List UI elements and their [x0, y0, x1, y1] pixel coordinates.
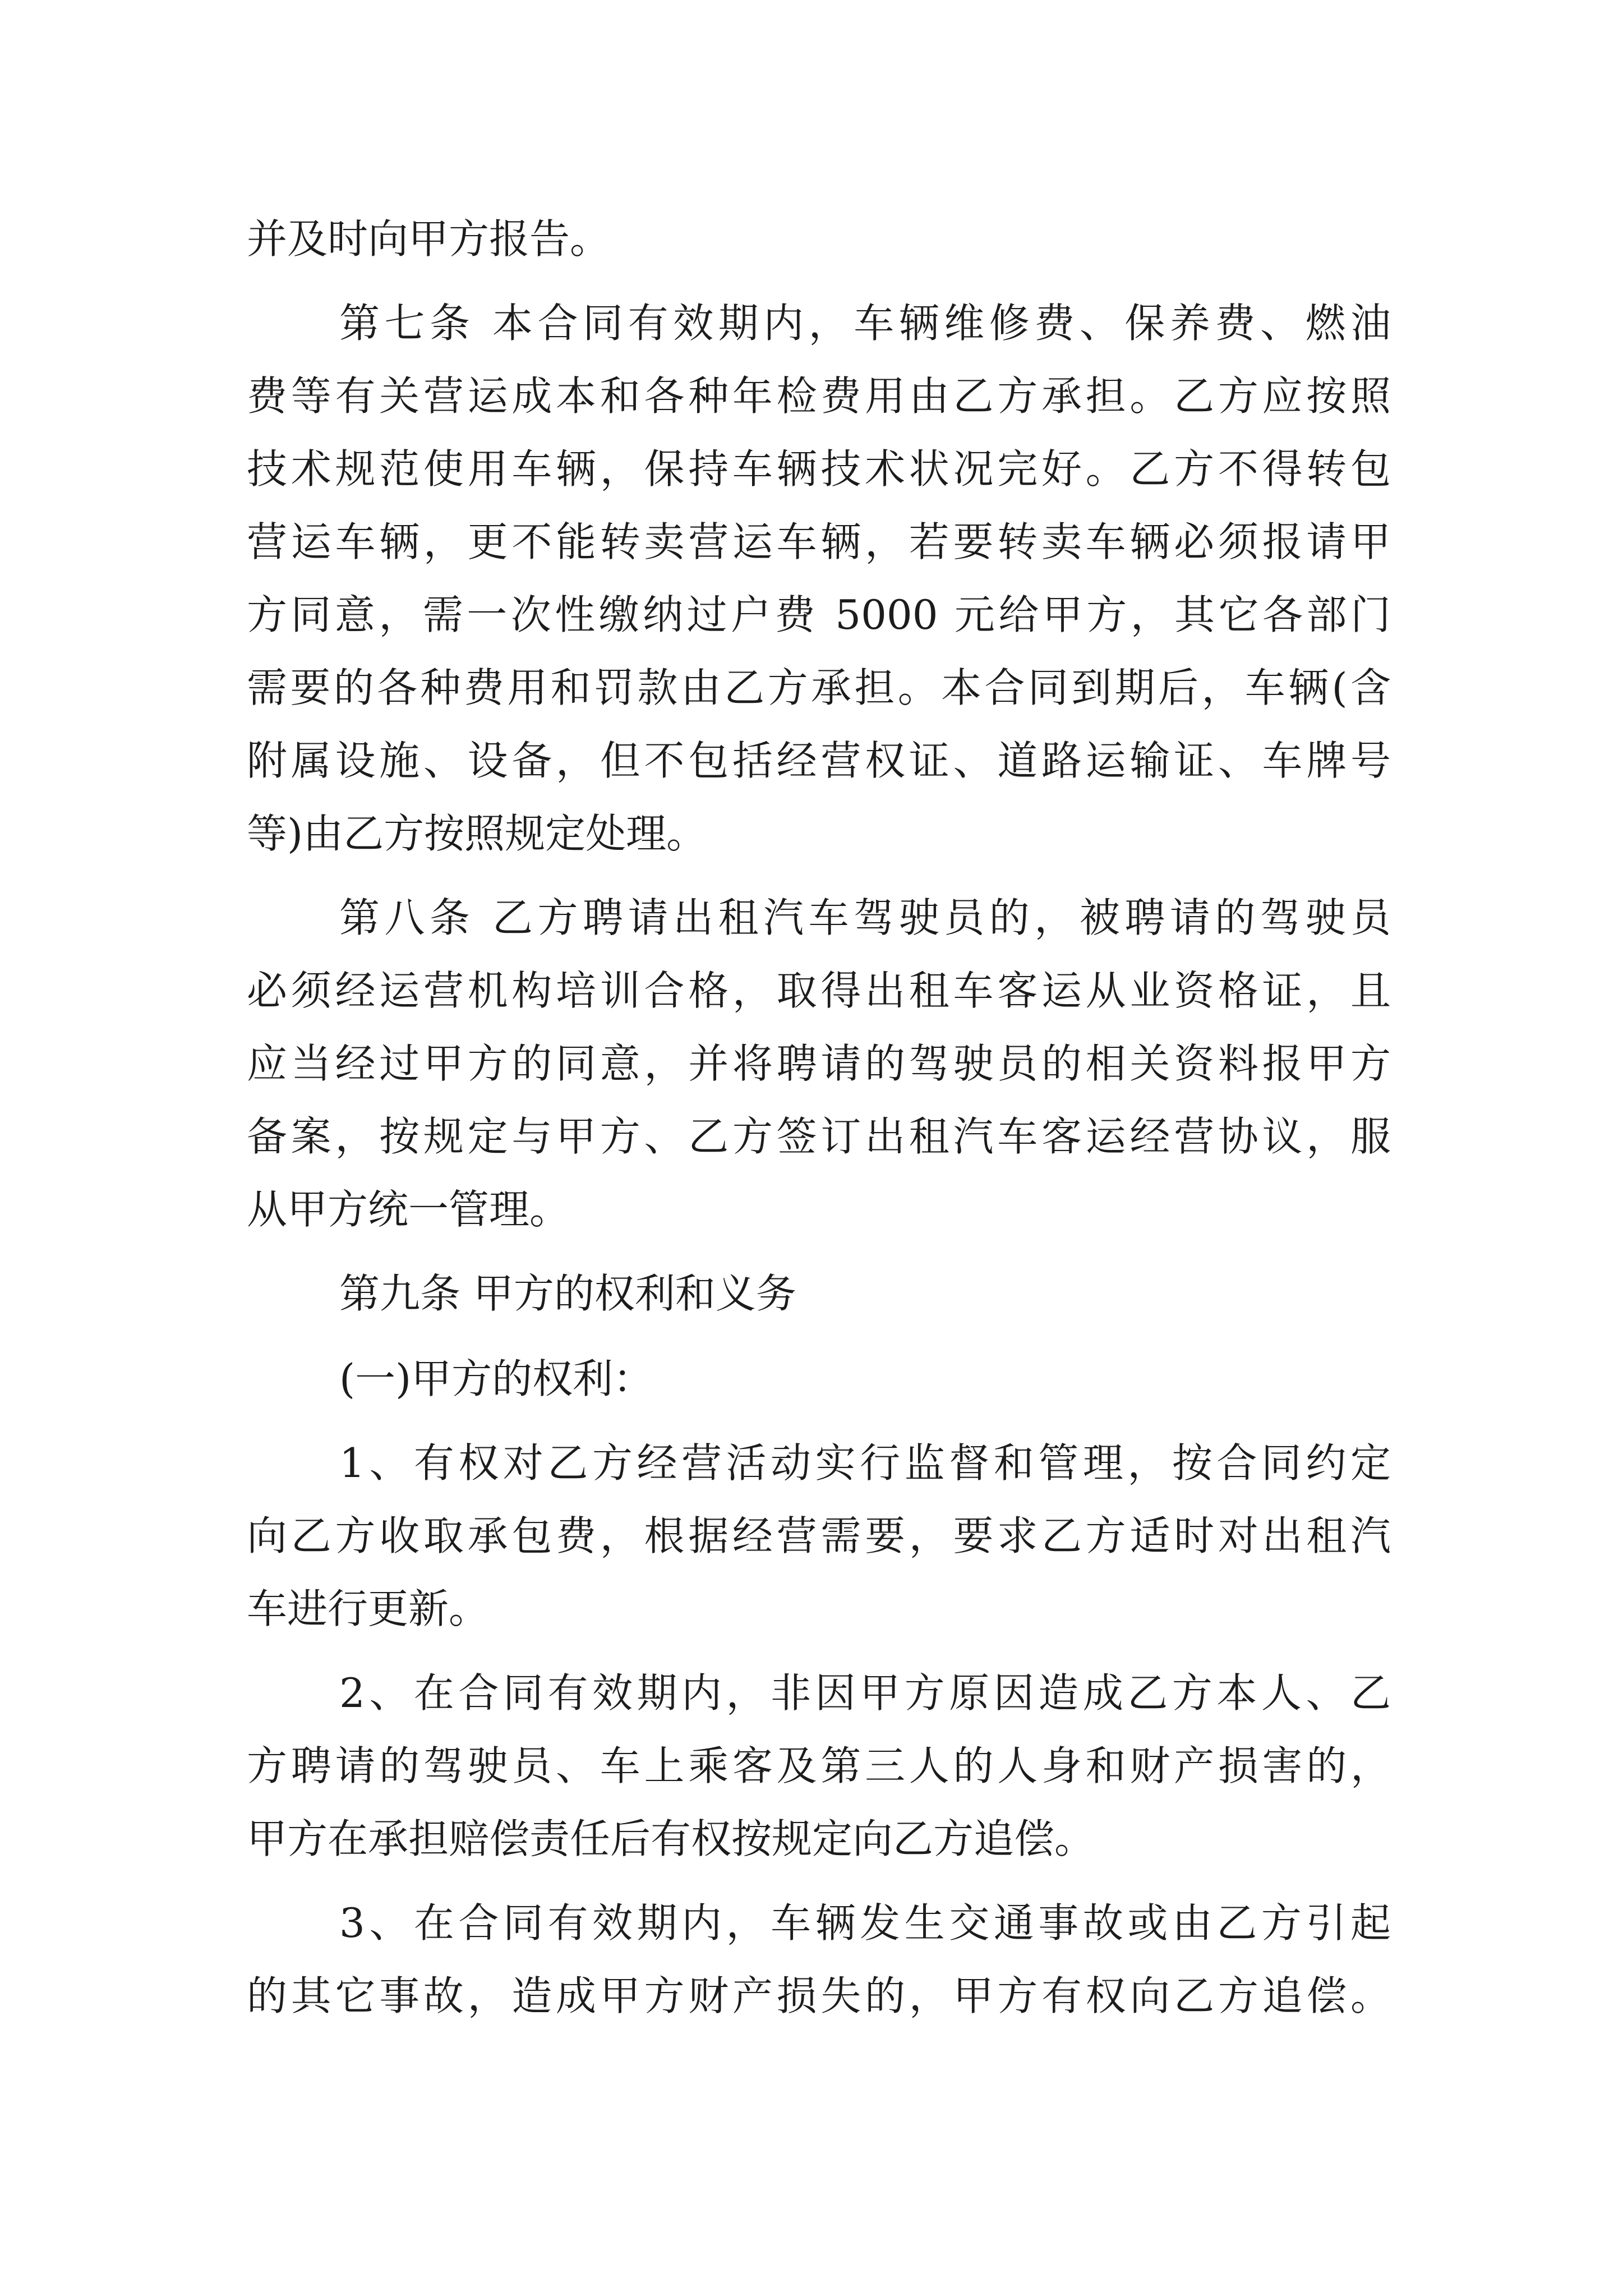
article-8-heading-line: 第八条 乙方聘请出租汽车驾驶员的，被聘请的驾驶员	[339, 894, 1391, 941]
text-line: 技术规范使用车辆，保持车辆技术状况完好。乙方不得转包	[247, 445, 1391, 493]
text-line: 甲方在承担赔偿责任后有权按规定向乙方追偿。	[247, 1815, 1095, 1862]
article-7-heading-line: 第七条 本合同有效期内，车辆维修费、保养费、燃油	[339, 300, 1391, 347]
text-line: 备案，按规定与甲方、乙方签订出租汽车客运经营协议，服	[247, 1113, 1391, 1160]
item-3-line: 3、在合同有效期内，车辆发生交通事故或由乙方引起	[339, 1899, 1391, 1947]
text-line: 费等有关营运成本和各种年检费用由乙方承担。乙方应按照	[247, 372, 1391, 420]
text-line: 等)由乙方按照规定处理。	[247, 810, 707, 857]
text-line: 需要的各种费用和罚款由乙方承担。本合同到期后，车辆(含	[247, 664, 1391, 711]
item-1-line: 1、有权对乙方经营活动实行监督和管理，按合同约定	[339, 1439, 1391, 1487]
text-line: 应当经过甲方的同意，并将聘请的驾驶员的相关资料报甲方	[247, 1040, 1391, 1087]
text-line: 并及时向甲方报告。	[247, 215, 611, 263]
text-line: 必须经运营机构培训合格，取得出租车客运从业资格证，且	[247, 967, 1391, 1014]
text-line: 向乙方收取承包费，根据经营需要，要求乙方适时对出租汽	[247, 1512, 1391, 1559]
text-line: 附属设施、设备，但不包括经营权证、道路运输证、车牌号	[247, 737, 1391, 784]
text-line: 车进行更新。	[247, 1585, 490, 1632]
text-line: 的其它事故，造成甲方财产损失的，甲方有权向乙方追偿。	[247, 1972, 1391, 2019]
text-line: 方同意，需一次性缴纳过户费 5000 元给甲方，其它各部门	[247, 591, 1391, 638]
text-line: 从甲方统一管理。	[247, 1186, 570, 1233]
item-2-line: 2、在合同有效期内，非因甲方原因造成乙方本人、乙	[339, 1669, 1391, 1717]
section-heading: (一)甲方的权利：	[339, 1355, 654, 1402]
article-9-heading: 第九条 甲方的权利和义务	[339, 1270, 796, 1317]
text-line: 方聘请的驾驶员、车上乘客及第三人的人身和财产损害的，	[247, 1742, 1391, 1789]
text-line: 营运车辆，更不能转卖营运车辆，若要转卖车辆必须报请甲	[247, 518, 1391, 565]
